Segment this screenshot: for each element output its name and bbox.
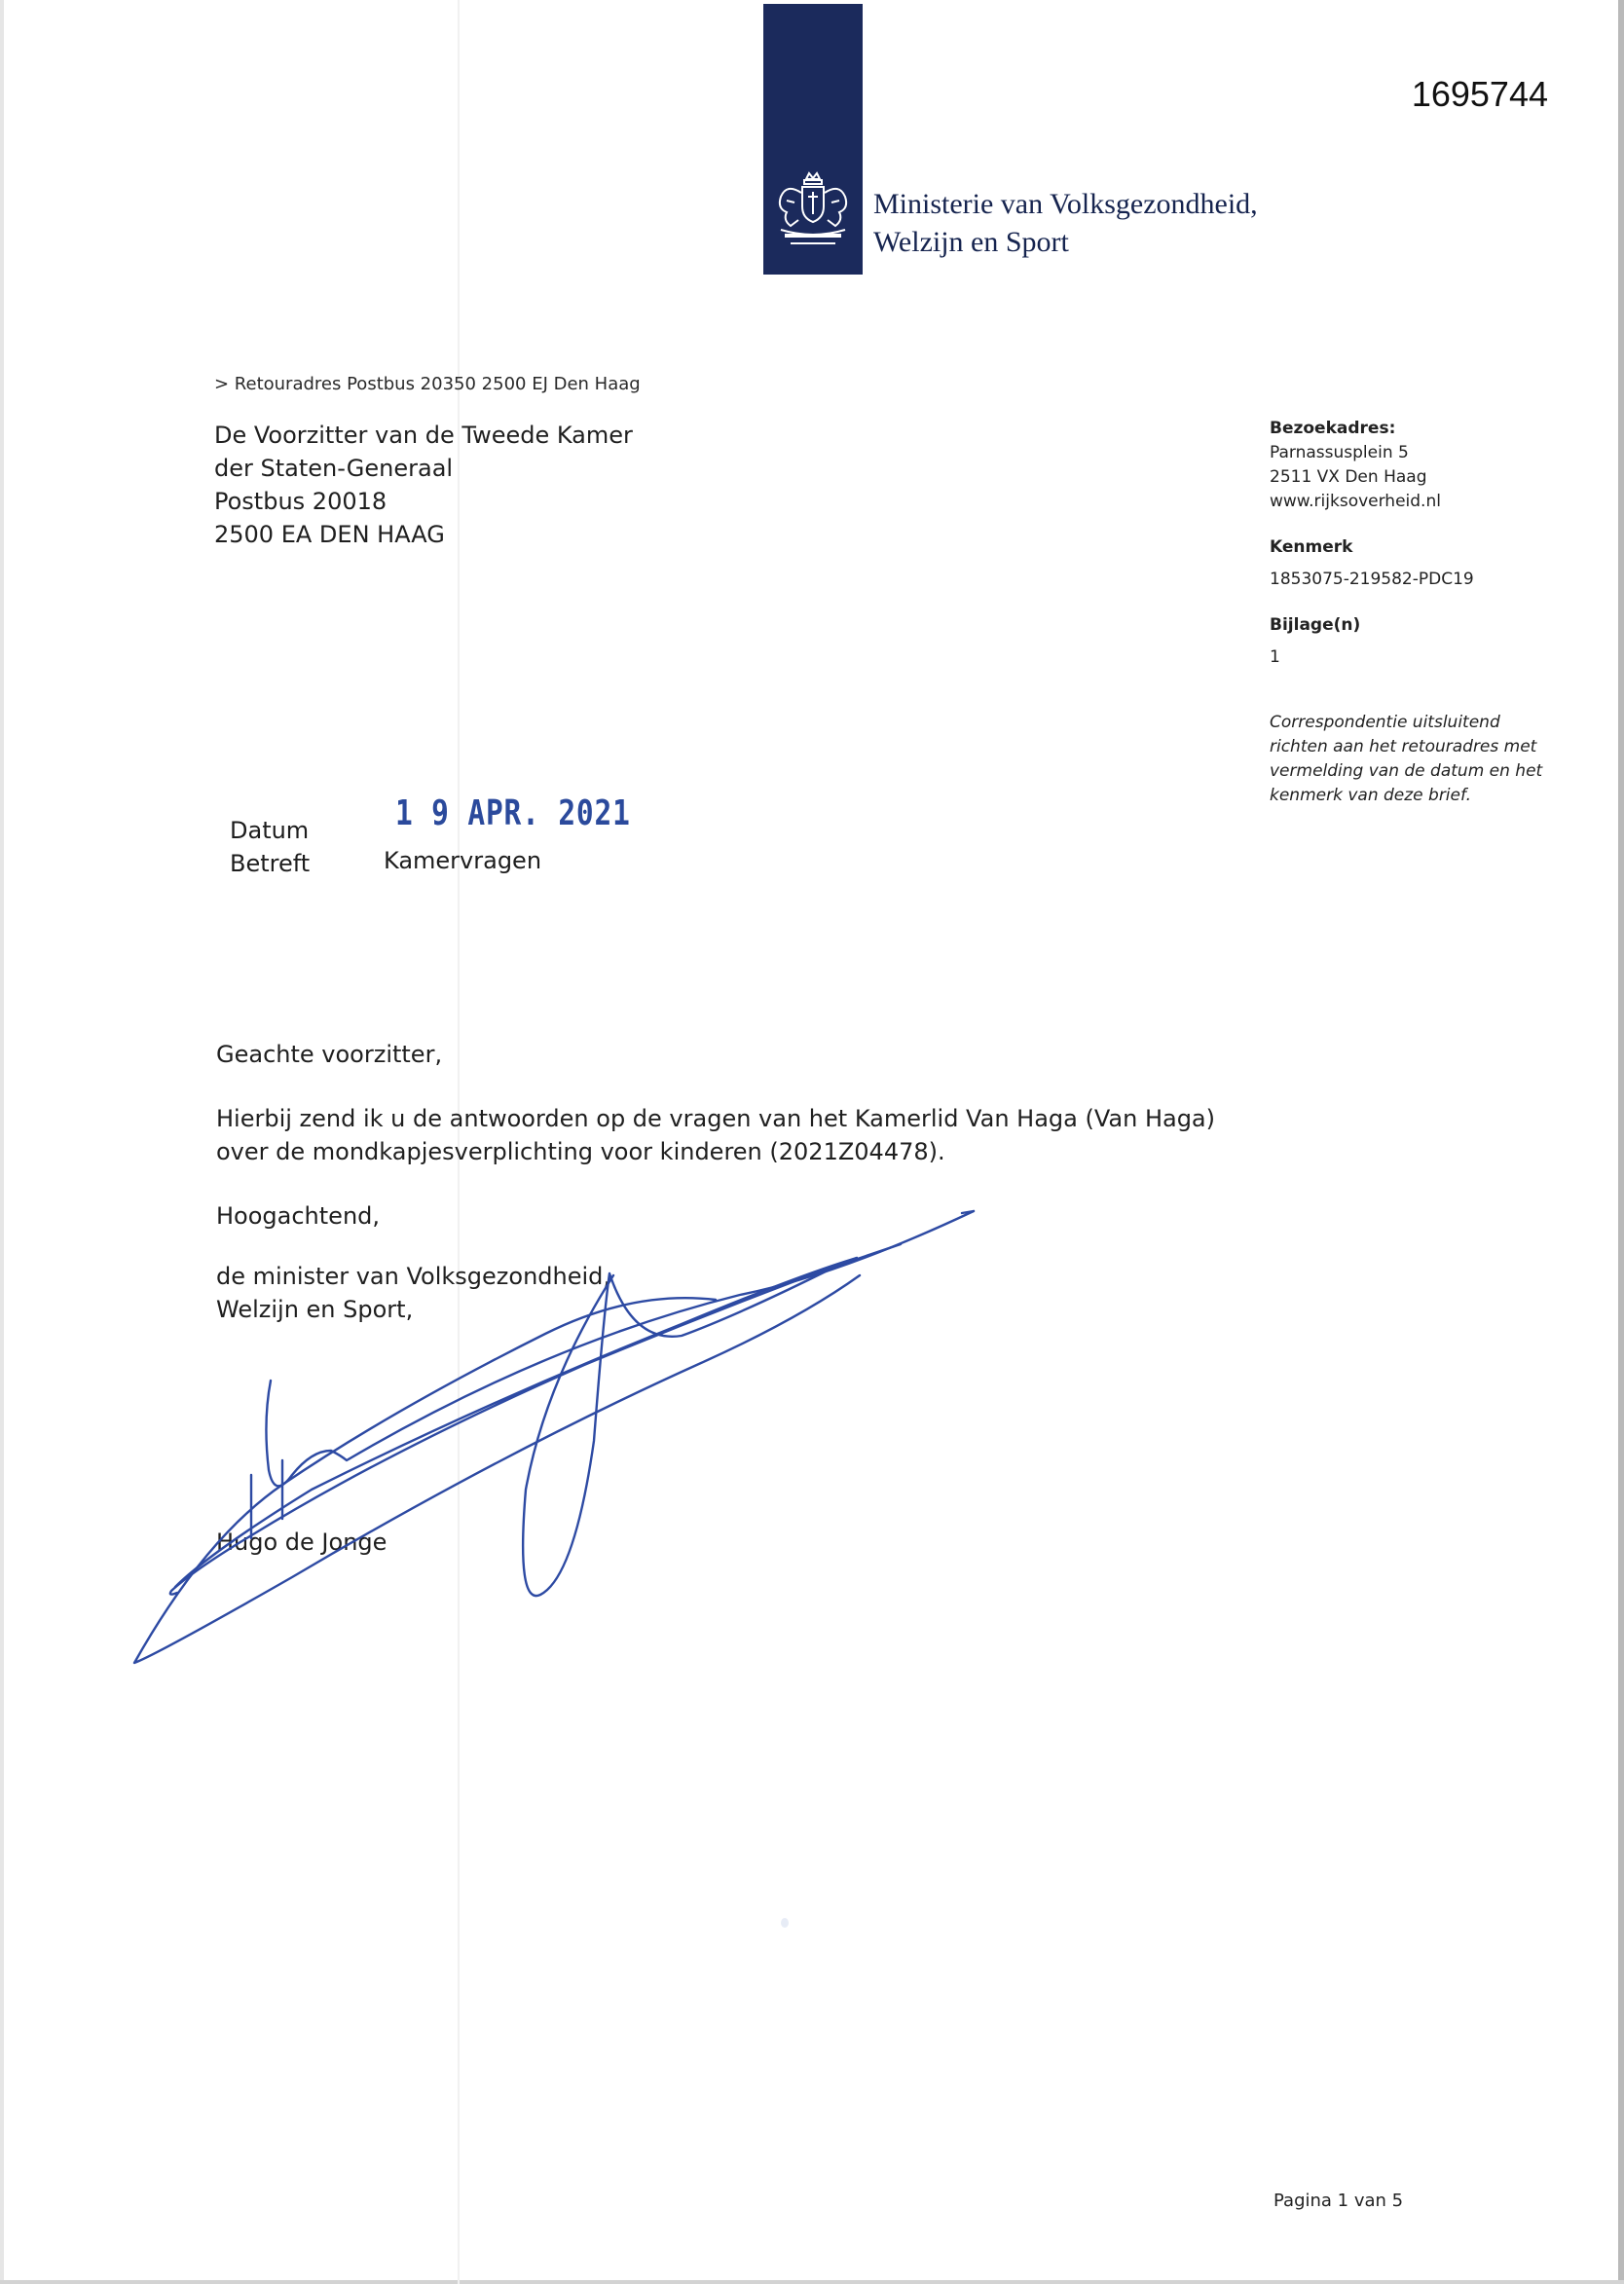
body-paragraph: Hierbij zend ik u de antwoorden op de vragen van het Kamerlid Van Haga (Van Haga) over de mondkapjesverplichting voor kinderen (2021Z04478). — [216, 1105, 1215, 1165]
recipient-address — [214, 419, 633, 551]
page-edge-right — [1618, 0, 1624, 2284]
page-edge-left — [0, 0, 4, 2284]
reference-value: 1853075-219582-PDC19 — [1270, 570, 1474, 589]
reference-label: Kenmerk — [1270, 537, 1353, 557]
recipient-line: Postbus 20018 — [214, 488, 388, 515]
recipient-line: der Staten-Generaal — [214, 455, 454, 482]
return-address: > Retouradres Postbus 20350 2500 EJ Den Haag — [214, 374, 641, 394]
page-indicator: Pagina 1 van 5 — [1273, 2191, 1404, 2211]
ministry-name — [873, 185, 1258, 261]
correspondence-note: Correspondentie uitsluitend richten aan het retouradres met vermelding van de datum en het kenmerk van deze brief. — [1270, 713, 1543, 805]
scan-smudge — [781, 1918, 789, 1928]
ministry-name-line1: Ministerie van Volksgezondheid, — [873, 188, 1258, 220]
website-link[interactable]: www.rijksoverheid.nl — [1270, 492, 1441, 511]
page-edge-bottom — [0, 2280, 1624, 2284]
royal-crest-icon — [769, 171, 857, 253]
signer-role-line1: de minister van Volksgezondheid, — [216, 1263, 611, 1290]
attachments-value: 1 — [1270, 647, 1280, 667]
date-stamp: 1 9 APR. 2021 — [395, 793, 631, 833]
subject-label: Betreft — [230, 850, 311, 877]
ministry-name-line2: Welzijn en Sport — [873, 226, 1069, 258]
meta-labels — [230, 814, 310, 880]
signer-role-line2: Welzijn en Sport, — [216, 1296, 414, 1323]
letter-sidebar — [1270, 417, 1562, 808]
subject-value: Kamervragen — [384, 847, 542, 874]
attachments-label: Bijlage(n) — [1270, 615, 1361, 635]
recipient-line: 2500 EA DEN HAAG — [214, 521, 445, 548]
document-number: 1695744 — [1411, 74, 1548, 114]
closing: Hoogachtend, — [216, 1202, 381, 1230]
salutation: Geachte voorzitter, — [216, 1041, 443, 1068]
date-label: Datum — [230, 817, 310, 844]
signer-name: Hugo de Jonge — [216, 1529, 388, 1556]
letter-body — [216, 1038, 1248, 1326]
visit-address-street: Parnassusplein 5 — [1270, 443, 1409, 462]
visit-address-label: Bezoekadres: — [1270, 419, 1396, 438]
visit-address-city: 2511 VX Den Haag — [1270, 467, 1427, 487]
recipient-line: De Voorzitter van de Tweede Kamer — [214, 422, 633, 449]
